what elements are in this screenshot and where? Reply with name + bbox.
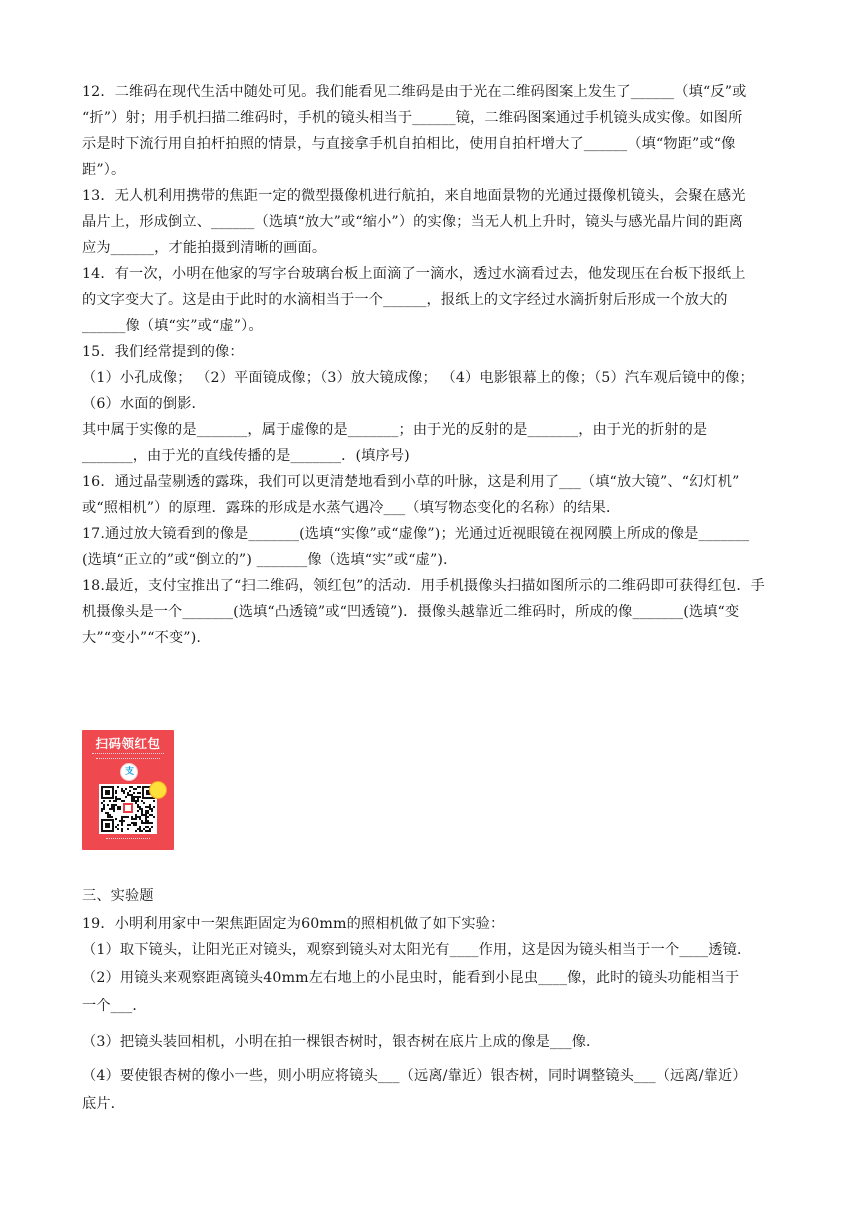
text-line: 13．无人机利用携带的焦距一定的微型摄像机进行航拍，来自地面景物的光通过摄像机镜头，会聚在感光	[82, 188, 746, 204]
text-line: 16．通过晶莹剔透的露珠，我们可以更清楚地看到小草的叶脉，这是利用了___（填“放大镜”、“幻灯机”	[82, 474, 740, 490]
alipay-logo-glyph: 支	[125, 767, 135, 777]
text-line: 14．有一次，小明在他家的写字台玻璃台板上面滴了一滴水，透过水滴看过去，他发现压在台板下报纸上	[82, 266, 746, 282]
text-line: 或“照相机”）的原理．露珠的形成是水蒸气遇冷___（填写物态变化的名称）的结果．	[82, 500, 621, 516]
text-line: (选填“正立的”或“倒立的”) _______像（选填“实”或“虚”).	[82, 552, 448, 568]
text-line: 17.通过放大镜看到的像是_______(选填“实像”或“虚像”)；光通过近视眼镜在视网膜上所成的像是_______	[82, 526, 750, 542]
section-heading: 三、实验题	[82, 888, 154, 904]
text-line: 的文字变大了。这是由于此时的水滴相当于一个______，报纸上的文字经过水滴折射后形成一个放大的	[82, 292, 728, 308]
red-envelope-poster-image	[82, 730, 174, 850]
alipay-icon	[120, 763, 138, 781]
text-line: ______像（填“实”或“虚”）。	[82, 318, 263, 334]
text-line: 19．小明利用家中一架焦距固定为60mm的照相机做了如下实验：	[82, 916, 505, 932]
text-line: 机摄像头是一个_______(选填“凸透镜”或“凹透镜”)．摄像头越靠近二维码时，所成的像_______(选填“变	[82, 604, 740, 620]
poster-footer	[106, 838, 150, 841]
text-line: 示是时下流行用自拍杆拍照的情景，与直接拿手机自拍相比，使用自拍杆增大了______（填“物距”或“像	[82, 136, 736, 152]
badge-icon	[149, 781, 167, 799]
text-line: “折”）射；用手机扫描二维码时，手机的镜头相当于______镜，二维码图案通过手机镜头成实像。如图所	[82, 110, 743, 126]
text-line: （4）要使银杏树的像小一些，则小明应将镜头___（远离/靠近）银杏树，同时调整镜头___（远离/靠近）	[82, 1068, 747, 1084]
text-line: （2）用镜头来观察距离镜头40mm左右地上的小昆虫时，能看到小昆虫____像，此时的镜头功能相当于	[82, 970, 740, 986]
poster-fine-print	[92, 753, 164, 757]
text-line: （3）把镜头装回相机，小明在拍一棵银杏树时，银杏树在底片上成的像是___像．	[82, 1034, 601, 1050]
text-line: 底片．	[82, 1096, 126, 1112]
text-line: 距”）。	[82, 162, 126, 178]
text-line: 晶片上，形成倒立、______（选填“放大”或“缩小”）的实像；当无人机上升时，镜头与感光晶片间的距离	[82, 214, 743, 230]
text-line: （1）小孔成像； （2）平面镜成像；（3）放大镜成像； （4）电影银幕上的像；（5）汽车观后镜中的像；	[82, 370, 754, 386]
text-line: 一个___．	[82, 998, 147, 1014]
text-line: 15．我们经常提到的像：	[82, 344, 244, 360]
poster-fine-print	[96, 758, 160, 761]
text-line: 18.最近，支付宝推出了“扫二维码，领红包”的活动．用手机摄像头扫描如图所示的二维码即可获得红包．手	[82, 578, 766, 594]
text-line: （6）水面的倒影．	[82, 396, 206, 412]
text-line: _______，由于光的直线传播的是_______．(填序号)	[82, 448, 410, 464]
text-line: 应为______，才能拍摄到清晰的画面。	[82, 240, 327, 256]
text-line: 其中属于实像的是_______，属于虚像的是_______；由于光的反射的是_______，由于光的折射的是	[82, 422, 708, 438]
poster-title: 扫码领红包	[95, 736, 161, 751]
text-line: 12．二维码在现代生活中随处可见。我们能看见二维码是由于光在二维码图案上发生了______（填“反”或	[82, 84, 747, 100]
text-line: （1）取下镜头，让阳光正对镜头，观察到镜头对太阳光有____作用，这是因为镜头相当于一个____透镜．	[82, 942, 752, 958]
text-line: 大”“变小”“不变”).	[82, 630, 202, 646]
